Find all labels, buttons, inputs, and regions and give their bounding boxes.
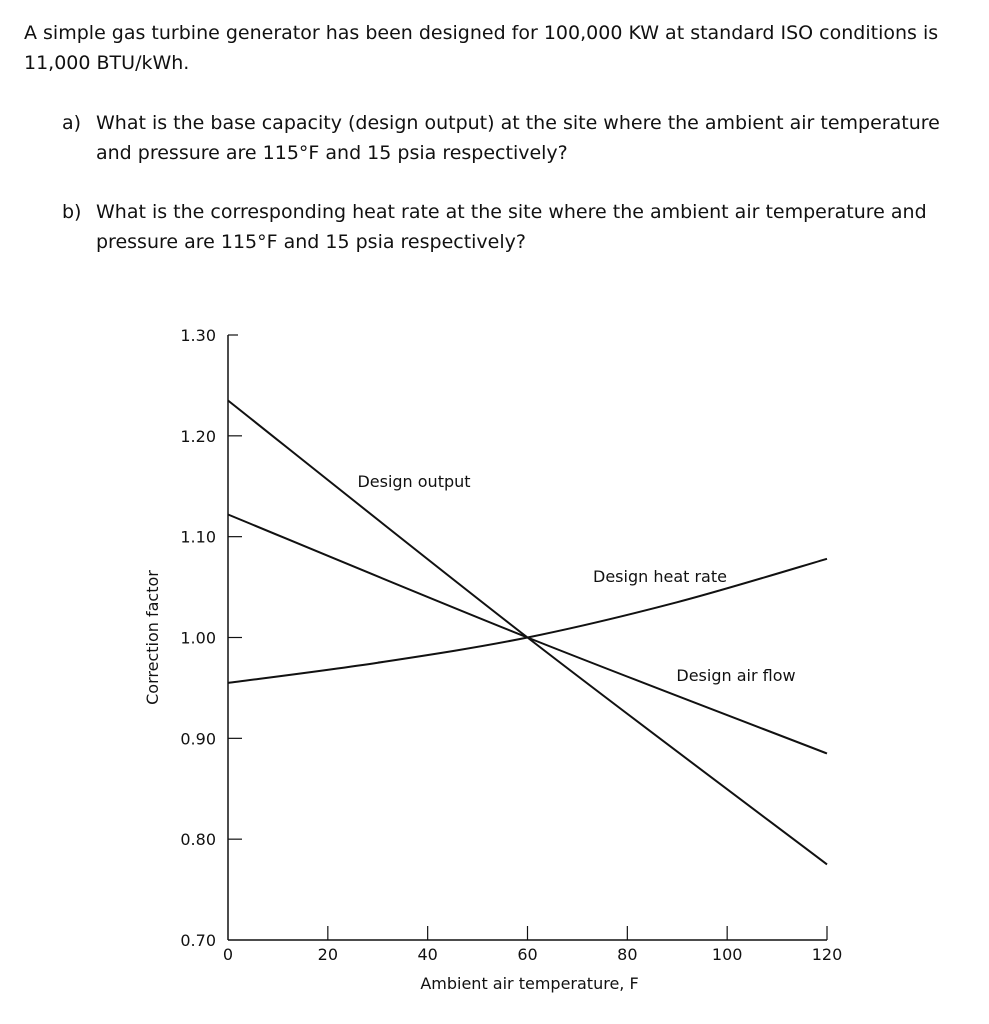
x-tick-label: 0 (222, 945, 234, 964)
y-tick-label: 1.30 (180, 326, 216, 345)
chart-ticks (180, 326, 842, 964)
design-output-label: Design output (357, 472, 471, 491)
y-tick-label: 1.00 (180, 628, 216, 648)
y-tick-label: 0.80 (180, 830, 216, 850)
y-axis-title: Correction factor (143, 570, 162, 705)
x-tick-label: 100 (711, 945, 743, 964)
question-intro: A simple gas turbine generator has been designed for 100,000 KW at standard ISO conditions is 11,000 BTU/kWh. (24, 22, 939, 74)
y-tick-label: 0.70 (180, 931, 216, 950)
part-a-text: What is the base capacity (design output) at the site where the ambient air temperature and pressure are 115°F and 15 psia respectively? (96, 112, 940, 164)
chart-series (228, 401, 827, 865)
part-a-marker: a) (62, 112, 82, 134)
part-b-text: What is the corresponding heat rate at the site where the ambient air temperature and pressure are 115°F and 15 psia respectively? (96, 201, 927, 253)
y-tick-label: 0.90 (180, 729, 216, 749)
part-b-marker: b) (62, 201, 82, 223)
x-tick-label: 60 (517, 945, 538, 964)
design-output-line (228, 401, 827, 865)
chart-labels (143, 472, 796, 993)
y-tick-label: 1.10 (180, 527, 216, 547)
design-heat-rate-label: Design heat rate (593, 567, 727, 586)
y-tick-label: 1.20 (180, 426, 216, 446)
x-axis-title: Ambient air temperature, F (420, 974, 639, 993)
design-heat-rate-line (228, 559, 827, 683)
x-tick-label: 40 (417, 945, 438, 964)
x-tick-label: 80 (617, 945, 638, 964)
design-air-flow-line (228, 515, 827, 754)
design-air-flow-label: Design air flow (676, 666, 796, 685)
x-tick-label: 20 (317, 945, 339, 964)
x-tick-label: 120 (811, 945, 843, 964)
